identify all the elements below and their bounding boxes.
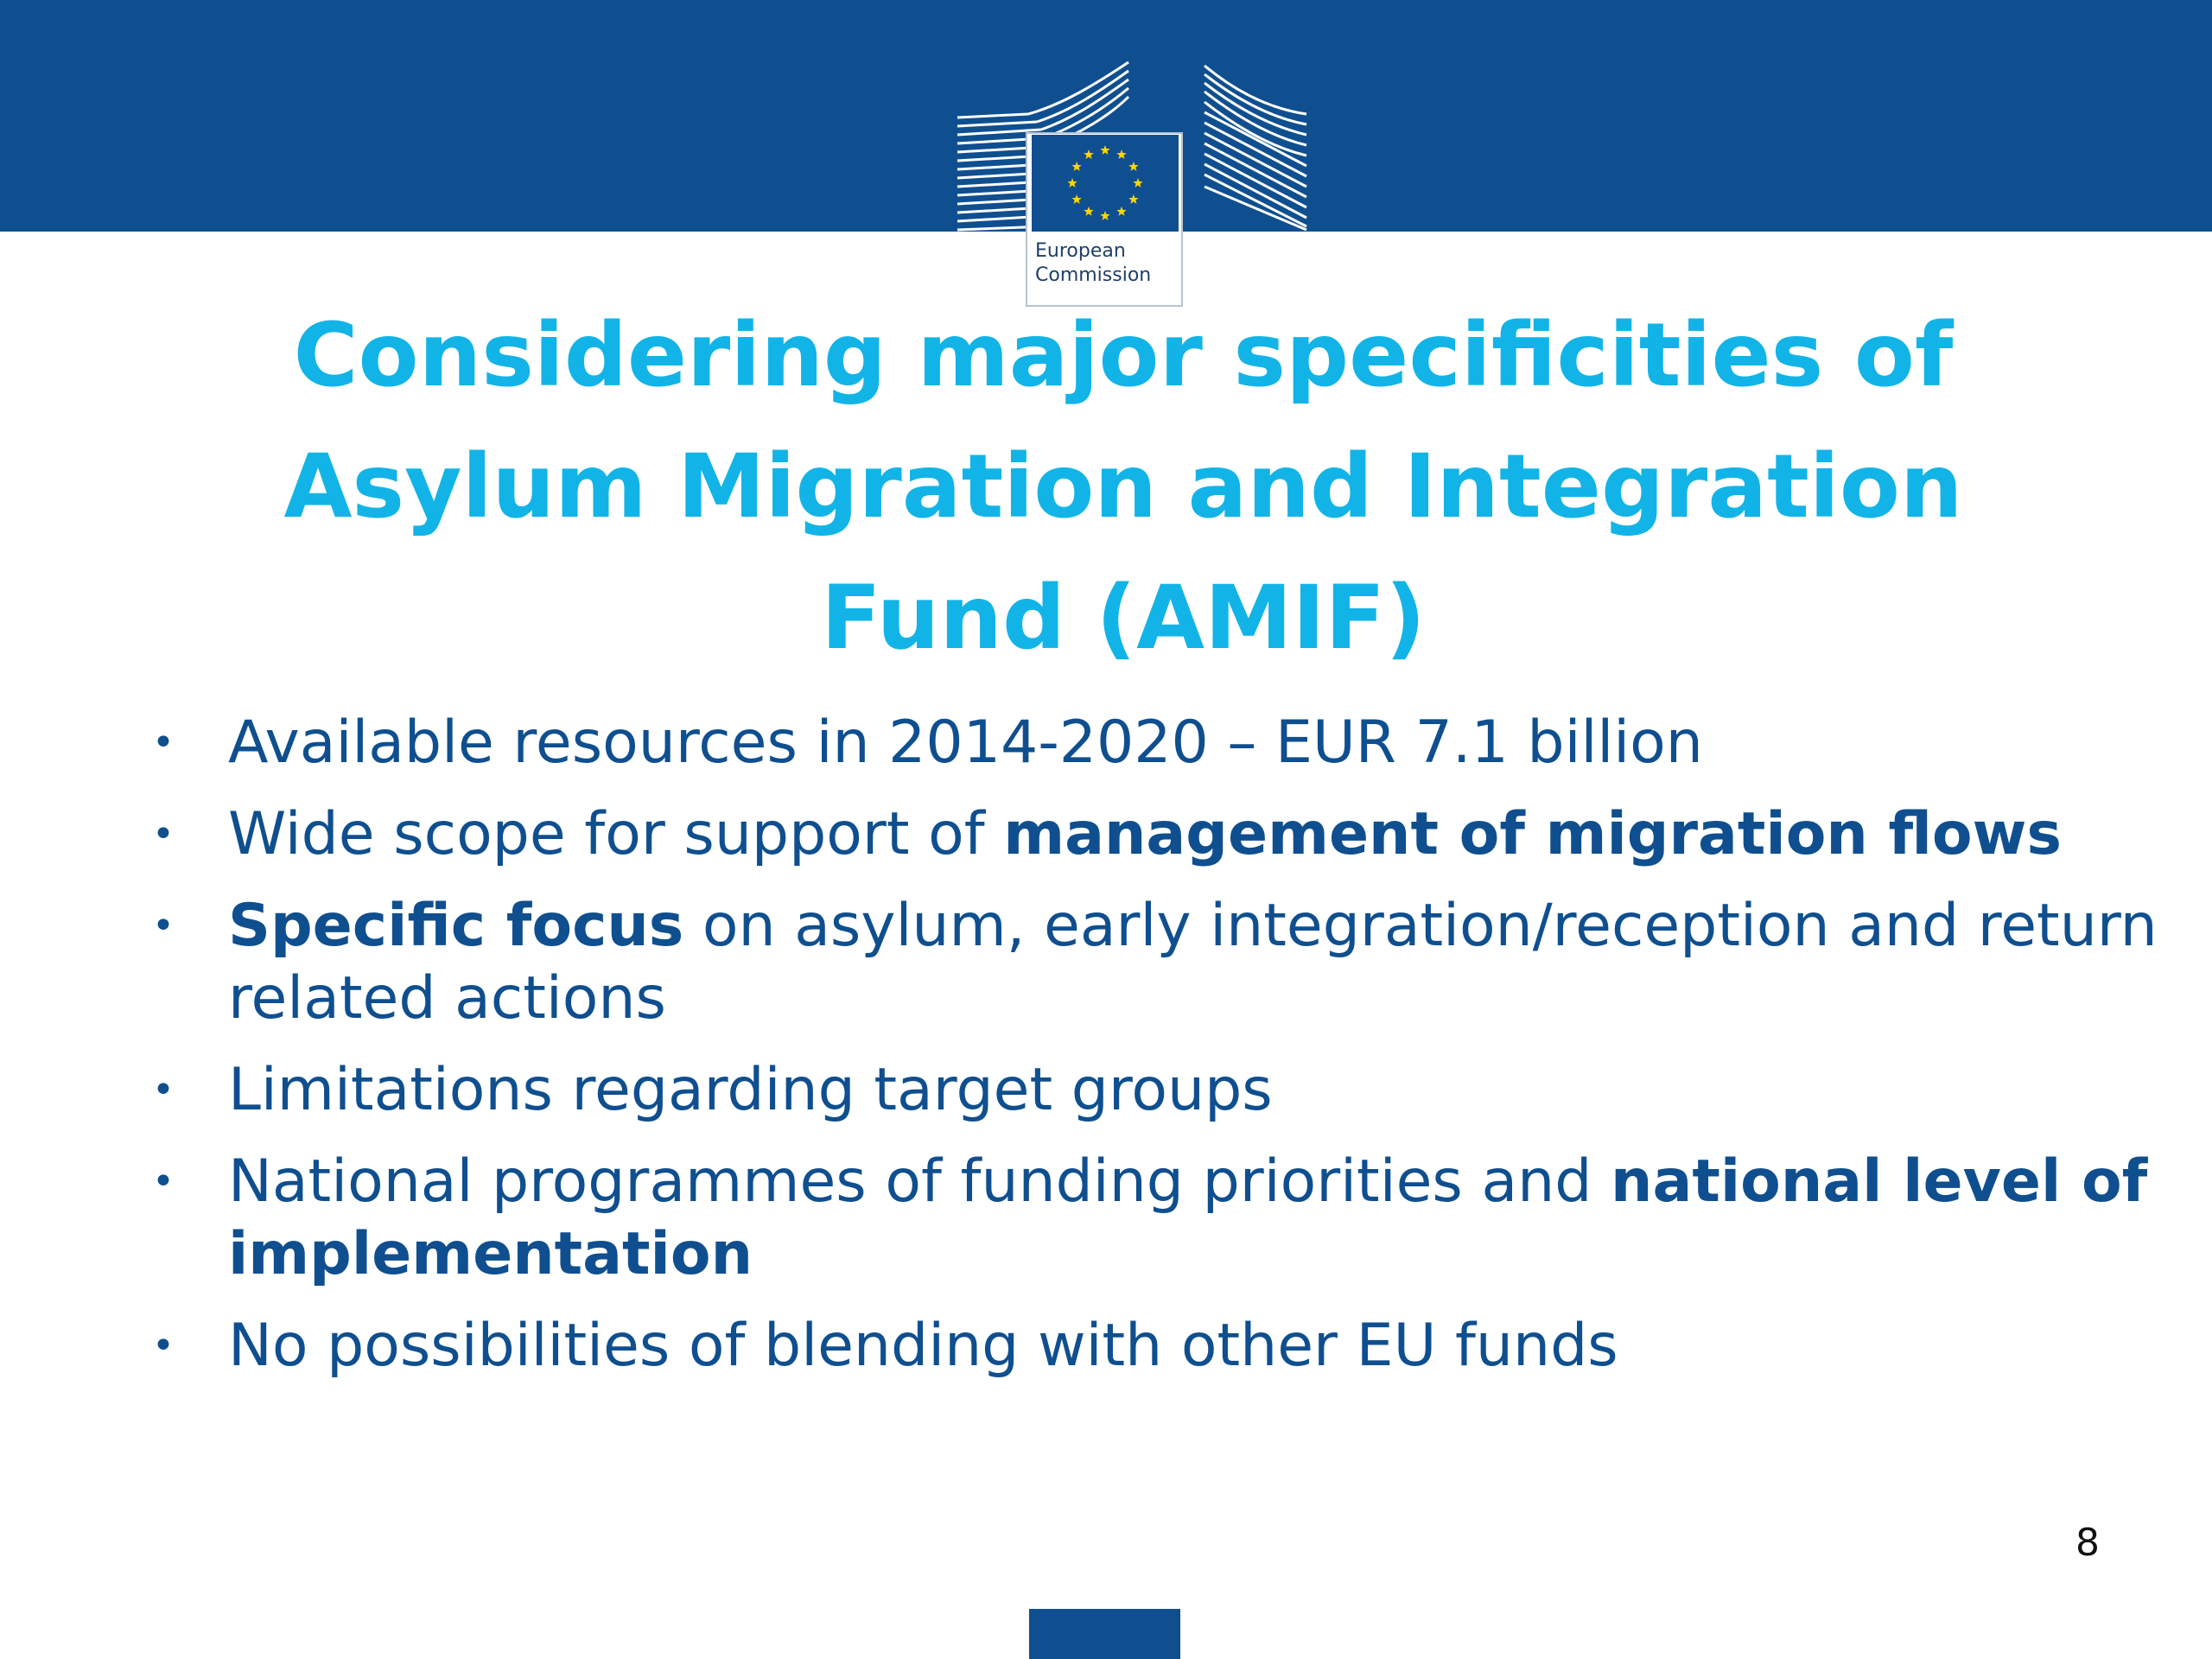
bullet-marker-icon: •	[152, 812, 175, 856]
logo-caption	[1035, 239, 1180, 288]
bullet-item	[152, 1146, 2165, 1291]
bullet-item	[152, 1054, 2165, 1127]
bullet-text: on asylum, early integration/reception and return related actions	[228, 892, 2158, 1033]
slide-title	[138, 290, 2108, 684]
title-line-2: Asylum Migration and Integration	[283, 435, 1963, 538]
bullet-emphasis: Specific focus	[228, 892, 684, 960]
bullet-emphasis: management of migration flows	[1003, 800, 2062, 868]
logo-line-european: European	[1035, 240, 1126, 262]
bullet-text: Wide scope for support of	[228, 800, 1004, 868]
bullet-marker-icon: •	[152, 1324, 175, 1368]
bullet-text: Available resources in 2014-2020 – EUR 7.1 billion	[228, 709, 1703, 777]
bullet-marker-icon: •	[152, 1160, 175, 1204]
bullet-text: Limitations regarding target groups	[228, 1056, 1273, 1124]
bullet-emphasis: national level of implementation	[228, 1147, 2148, 1288]
bullet-text: No possibilities of blending with other EU funds	[228, 1312, 1618, 1380]
title-line-1: Considering major specificities of	[293, 304, 1954, 407]
bullet-item	[152, 707, 2165, 779]
bullet-marker-icon: •	[152, 721, 175, 765]
page-number: 8	[2075, 1521, 2100, 1565]
bullet-marker-icon: •	[152, 904, 175, 948]
bullet-item	[152, 798, 2165, 871]
logo-line-commission: Commission	[1035, 264, 1152, 286]
bullet-list	[152, 707, 2165, 1402]
title-line-3: Fund (AMIF)	[821, 567, 1426, 670]
bullet-marker-icon: •	[152, 1068, 175, 1112]
bullet-item	[152, 890, 2165, 1035]
footer-tab	[1029, 1609, 1180, 1659]
bullet-text: National programmes of funding priorities and	[228, 1147, 1611, 1216]
bullet-item	[152, 1310, 2165, 1382]
